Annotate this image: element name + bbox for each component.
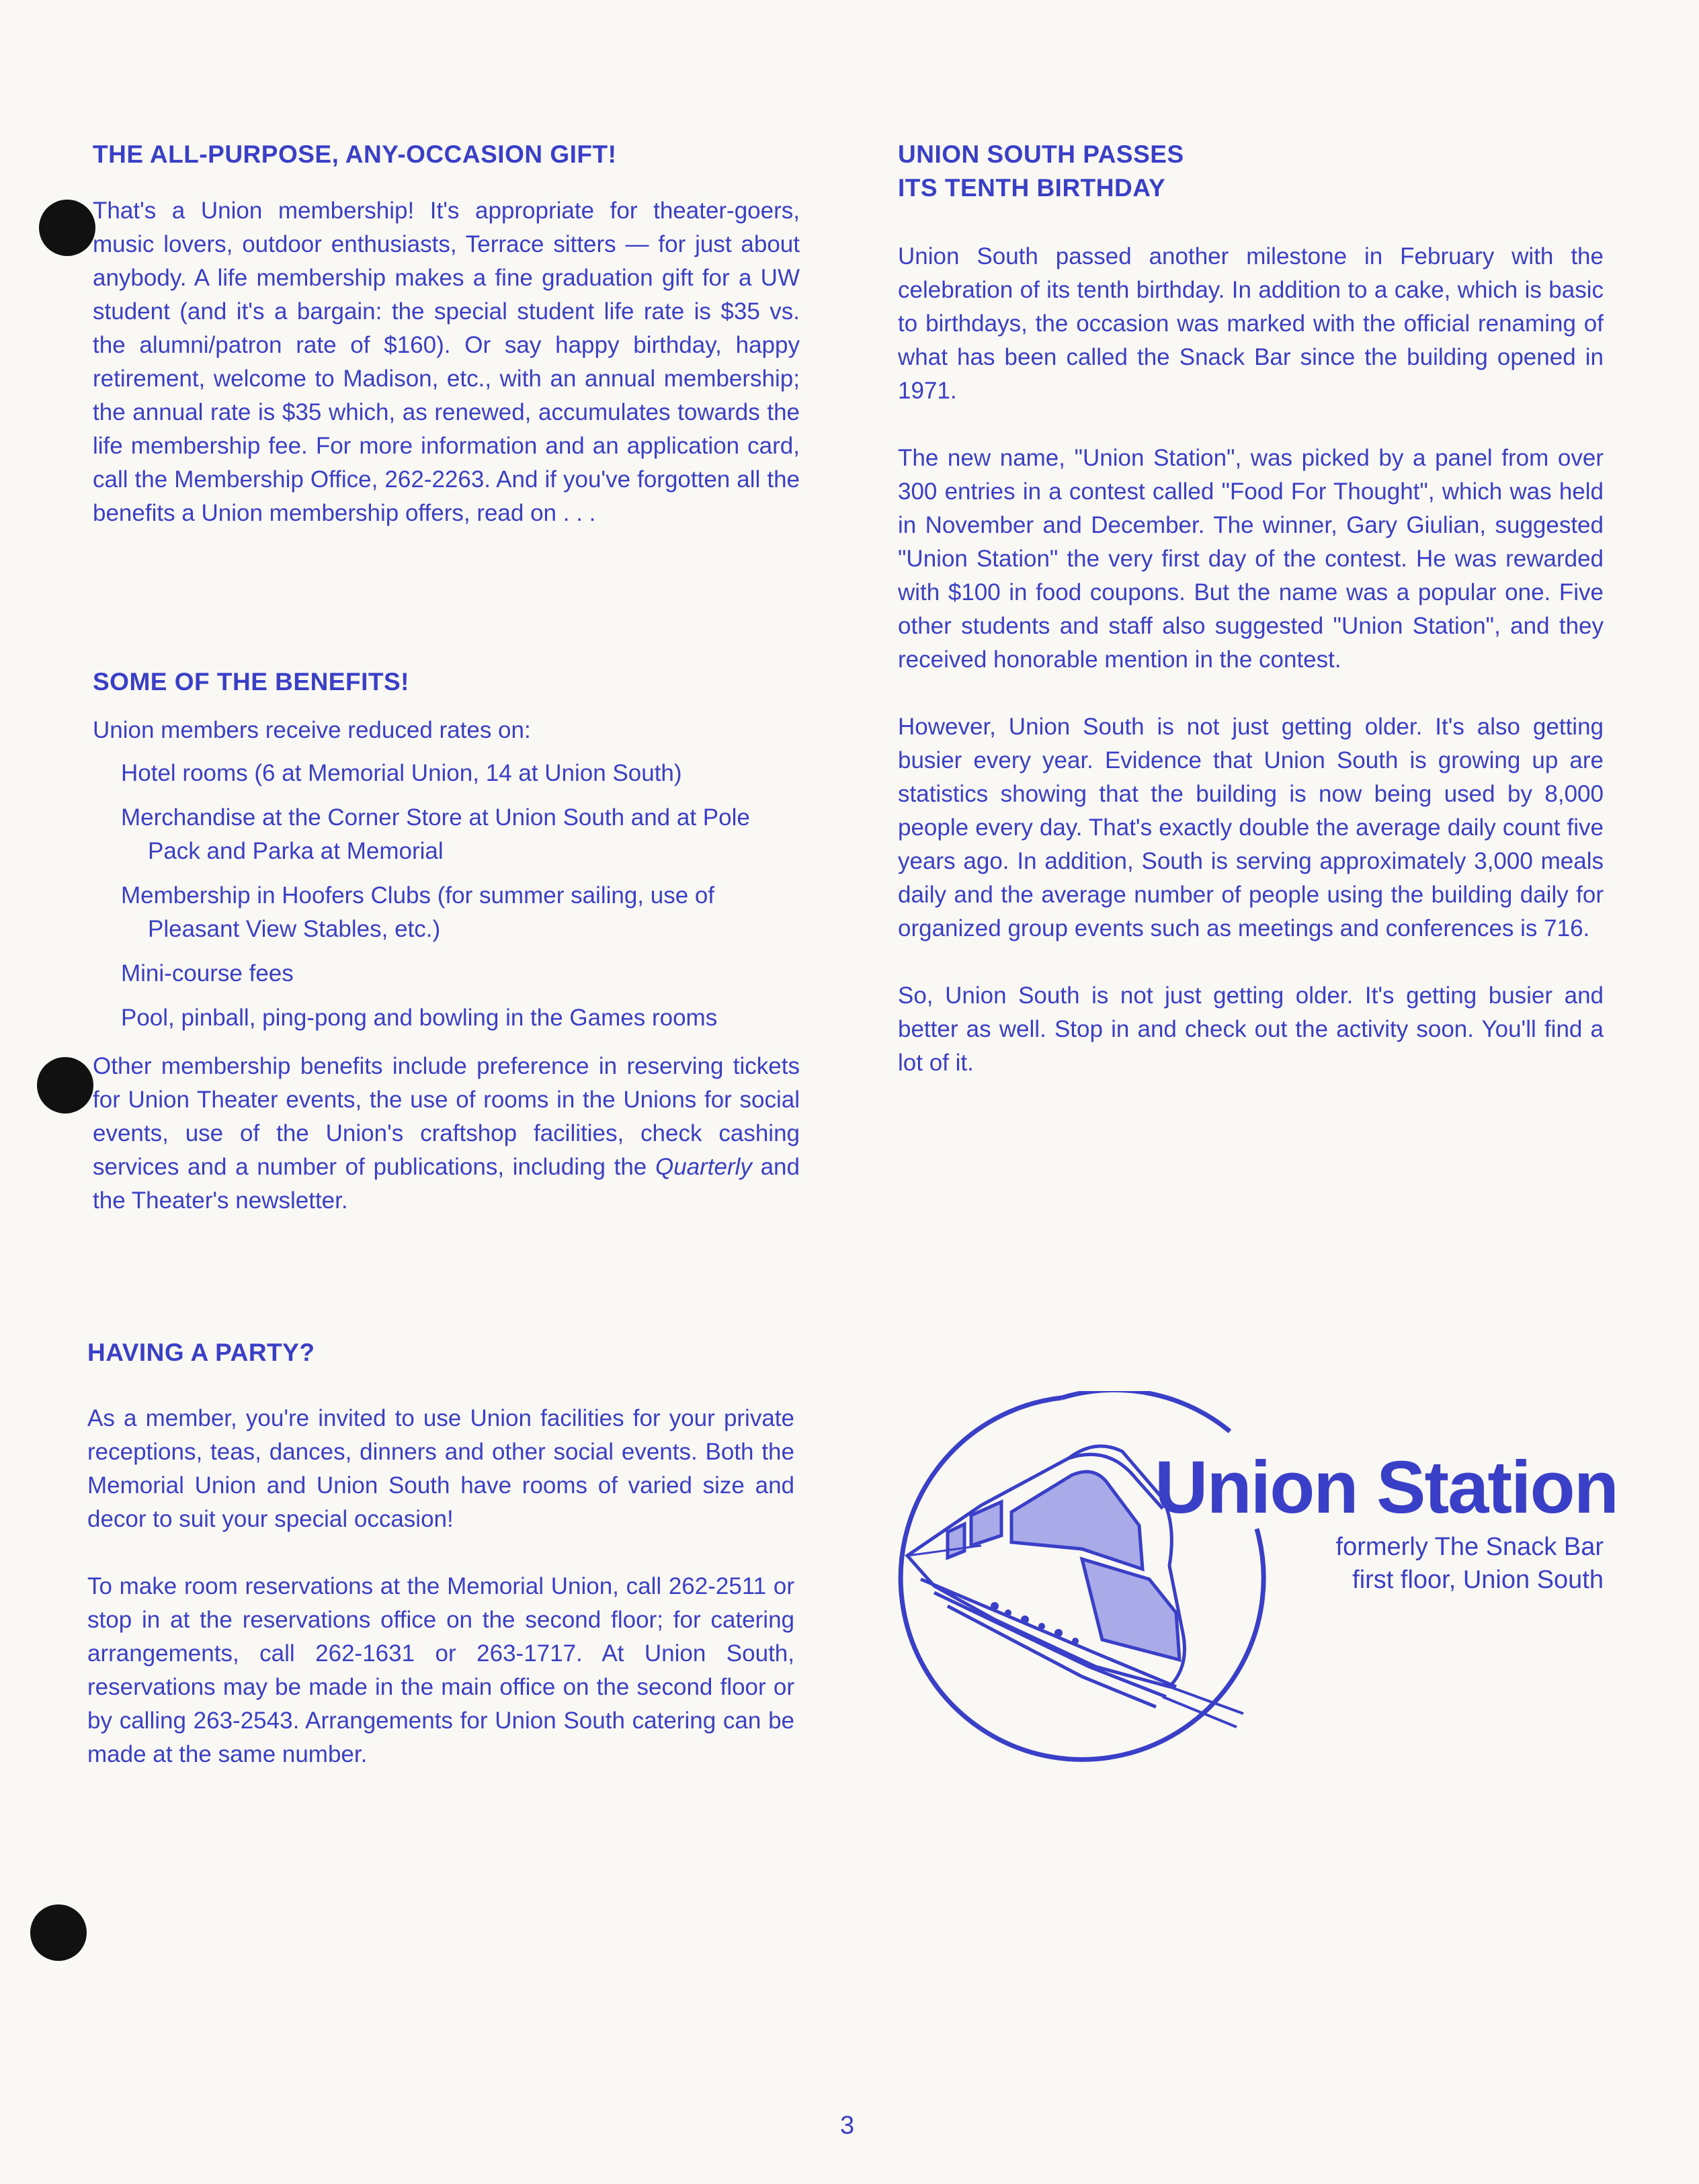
union-station-logo-title: Union Station [1155, 1446, 1618, 1529]
party-section [87, 1336, 794, 1771]
birthday-section [898, 138, 1604, 1080]
benefit-item: Mini-course fees [121, 960, 294, 986]
benefit-item: Merchandise at the Corner Store at Union South and at Pole Pack and Parka at Memorial [121, 804, 750, 864]
birthday-paragraph-4: So, Union South is not just getting older. It's getting busier and better as well. Stop in and check out the activity soon. You'll find a lot of it. [898, 982, 1604, 1076]
benefits-section [93, 665, 800, 1218]
birthday-title-line-1: UNION SOUTH PASSES [898, 140, 1184, 168]
page-number: 3 [840, 2111, 855, 2140]
gift-section [93, 138, 800, 530]
logo-subtitle-1: formerly The Snack Bar [1335, 1533, 1604, 1561]
birthday-title-line-2: ITS TENTH BIRTHDAY [898, 174, 1166, 202]
benefits-title: SOME OF THE BENEFITS! [93, 668, 409, 696]
punch-hole-middle [37, 1057, 93, 1114]
punch-hole-top [39, 200, 95, 256]
other-benefits-end: and the Theater's newsletter. [93, 1154, 800, 1214]
birthday-paragraph-2: The new name, "Union Station", was picked by a panel from over 300 entries in a contest called "Food For Thought", which was held in November and December. The winner, Gary Giulian, suggested "Union Station" the very first day of the contest. He was rewarded with $100 in food coupons. But the name was a popular one. Five other students and staff also suggested "Union Station", and they received honorable mention in the contest. [898, 445, 1604, 673]
party-paragraph-1: As a member, you're invited to use Union facilities for your private receptions, teas, dances, dinners and other social events. Both the Memorial Union and Union South have rooms of varied size and decor to suit your special occasion! [87, 1405, 794, 1532]
party-title: HAVING A PARTY? [87, 1339, 315, 1366]
punch-hole-bottom [30, 1904, 87, 1961]
benefit-item: Hotel rooms (6 at Memorial Union, 14 at Union South) [121, 760, 682, 786]
gift-body: That's a Union membership! It's appropriate for theater-goers, music lovers, outdoor enthusiasts, Terrace sitters — for just about anybody. A life membership makes a fine graduation gift for a UW student (and it's a bargain: the special student life rate is $35 vs. the alumni/patron rate of $160). Or say happy birthday, happy retirement, welcome to Madison, etc., with an annual membership; the annual rate is $35 which, as renewed, accumulates towards the life membership fee. For more information and an application card, call the Membership Office, 262-2263. And if you've forgotten all the benefits a Union membership offers, read on . . . [93, 198, 800, 526]
party-paragraph-2: To make room reservations at the Memorial Union, call 262-2511 or stop in at the reservations office on the second floor; for catering arrangements, call 262-1631 or 263-1717. At Union South, reservations may be made in the main office on the second floor or by calling 263-2543. Arrangements for Union South catering can be made at the same number. [87, 1573, 794, 1767]
birthday-paragraph-1: Union South passed another milestone in February with the celebration of its tenth birthday. In addition to a cake, which is basic to birthdays, the occasion was marked with the official renaming of what has been called the Snack Bar since the building opened in 1971. [898, 243, 1604, 404]
other-benefits-text: Other membership benefits include preference in reserving tickets for Union Theater events, the use of rooms in the Unions for social events, use of the Union's craftshop facilities, check cashing services and a number of publications, including the [93, 1053, 800, 1180]
birthday-paragraph-3: However, Union South is not just getting older. It's also getting busier every year. Evidence that Union South is growing up are statistics showing that the building is now being used by 8,000 people every day. That's exactly double the average daily count five years ago. In addition, South is serving approximately 3,000 meals daily and the average number of people using the building daily for organized group events such as meetings and conferences is 716. [898, 714, 1604, 941]
benefits-list [93, 757, 800, 1035]
gift-title: THE ALL-PURPOSE, ANY-OCCASION GIFT! [93, 140, 617, 168]
benefit-item: Membership in Hoofers Clubs (for summer sailing, use of Pleasant View Stables, etc.) [121, 882, 715, 942]
benefit-item: Pool, pinball, ping-pong and bowling in the Games rooms [121, 1005, 718, 1031]
other-benefits [93, 1050, 800, 1218]
quarterly-title: Quarterly [655, 1154, 752, 1180]
birthday-title [898, 138, 1604, 205]
logo-subtitle-2: first floor, Union South [1352, 1566, 1604, 1594]
benefits-intro: Union members receive reduced rates on: [93, 717, 531, 743]
